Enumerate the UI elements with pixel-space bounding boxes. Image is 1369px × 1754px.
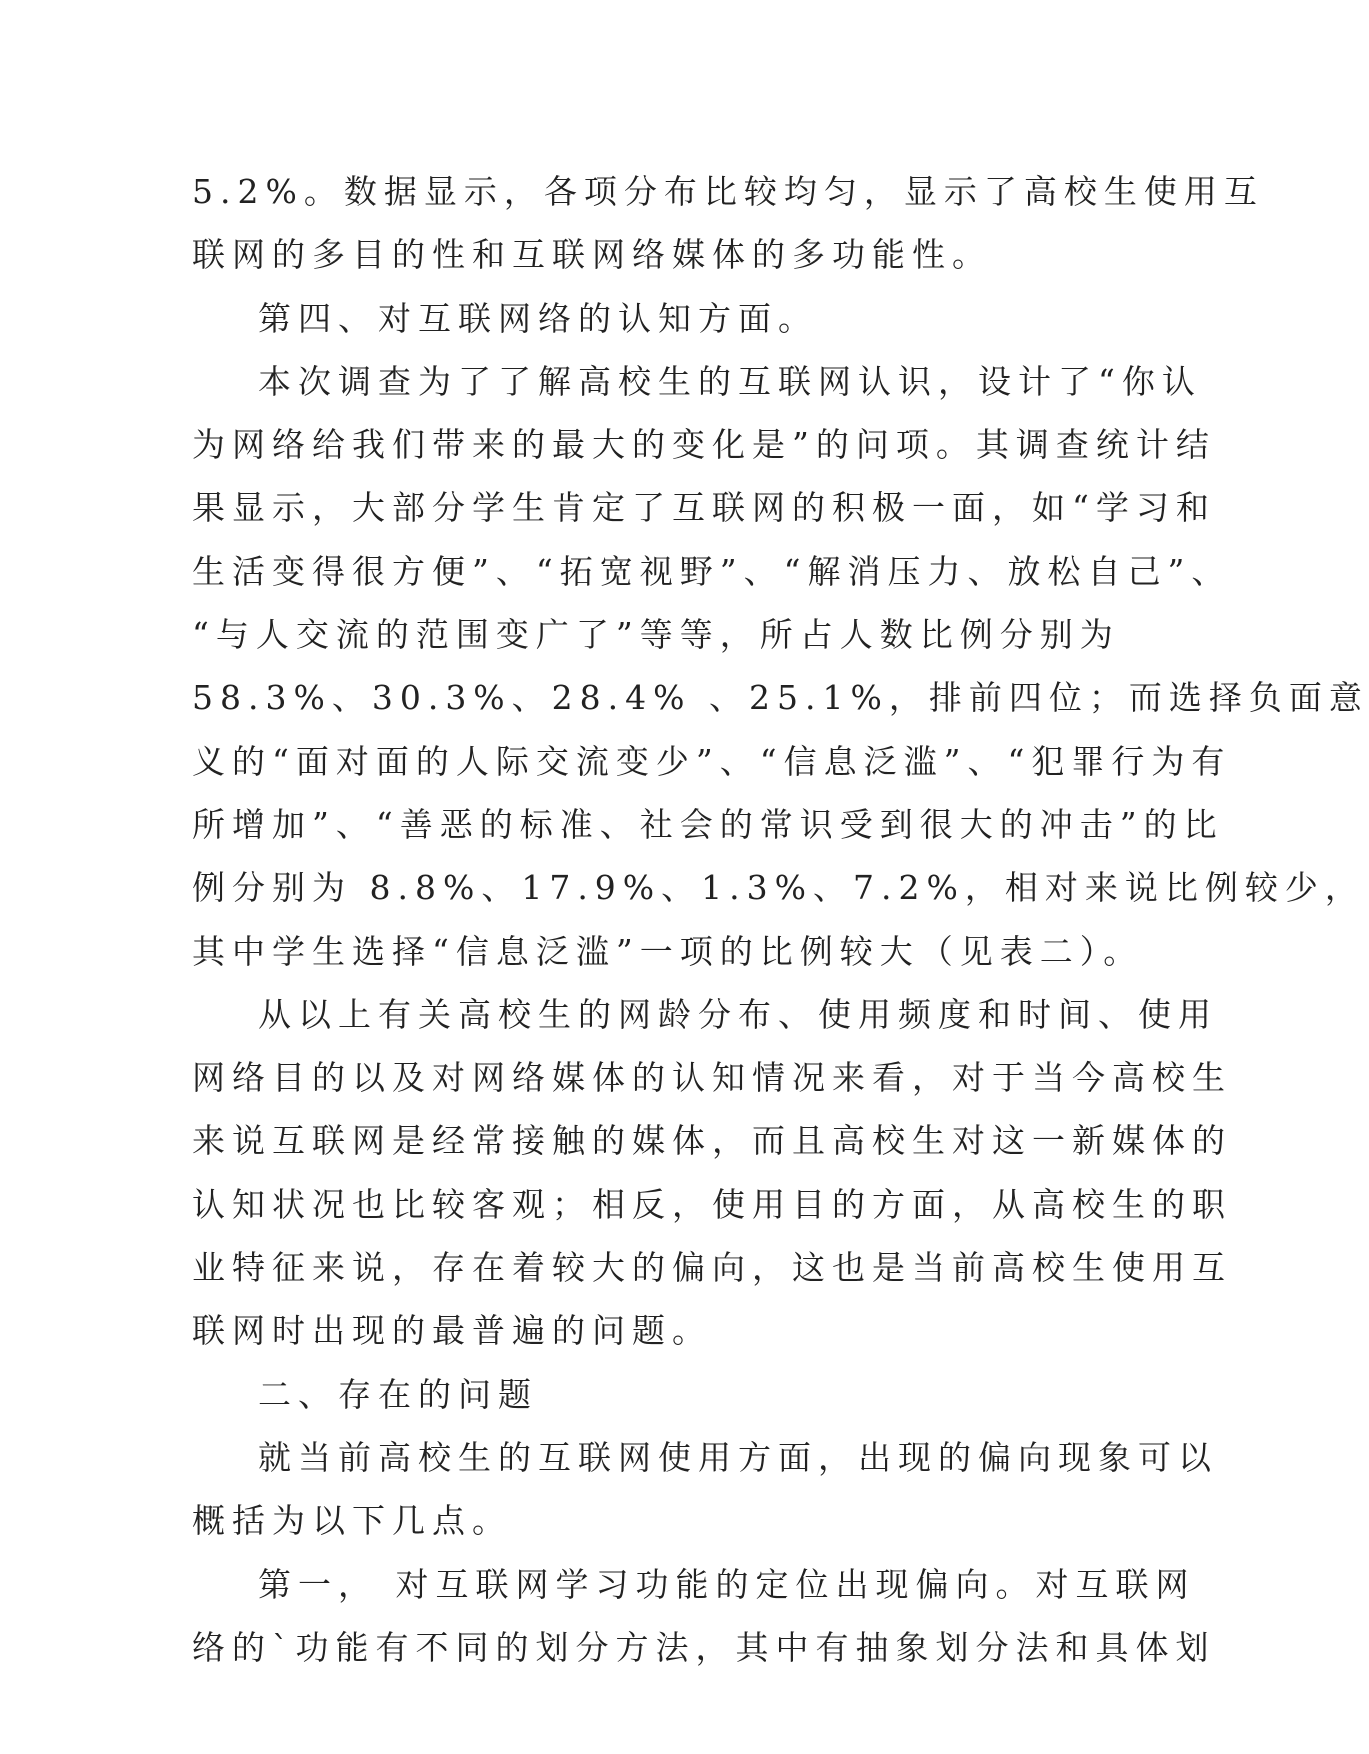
text-line: 本次调查为了了解高校生的互联网认识，设计了“你认: [258, 361, 1202, 401]
text-line: 联网时出现的最普遍的问题。: [192, 1311, 712, 1351]
section-heading: 第四、对互联网络的认知方面。: [258, 298, 818, 338]
text-line: 为网络给我们带来的最大的变化是”的问项。其调查统计结: [192, 425, 1216, 465]
text-line: “与人交流的范围变广了”等等，所占人数比例分别为: [192, 615, 1120, 655]
text-line: 其中学生选择“信息泛滥”一项的比例较大（见表二）。: [192, 931, 1144, 971]
text-line: 网络目的以及对网络媒体的认知情况来看，对于当今高校生: [192, 1058, 1232, 1098]
text-line: 联网的多目的性和互联网络媒体的多功能性。: [192, 235, 992, 275]
text-line: 第一， 对互联网学习功能的定位出现偏向。对互联网: [258, 1564, 1196, 1604]
text-line: 来说互联网是经常接触的媒体，而且高校生对这一新媒体的: [192, 1121, 1232, 1161]
text-line: 所增加”、“善恶的标准、社会的常识受到很大的冲击”的比: [192, 804, 1224, 844]
text-line: 生活变得很方便”、“拓宽视野”、“解消压力、放松自己”、: [192, 551, 1232, 591]
text-line: 5.2%。数据显示，各项分布比较均匀，显示了高校生使用互: [192, 172, 1264, 211]
text-line: 络的`功能有不同的划分方法，其中有抽象划分法和具体划: [192, 1627, 1216, 1667]
body-text: [192, 160, 1369, 1679]
text-line: 58.3%、30.3%、28.4% 、25.1%，排前四位；而选择负面意: [192, 678, 1369, 718]
text-line: 概括为以下几点。: [192, 1501, 512, 1541]
text-line: 就当前高校生的互联网使用方面，出现的偏向现象可以: [258, 1437, 1218, 1477]
text-line: 从以上有关高校生的网龄分布、使用频度和时间、使用: [258, 994, 1218, 1034]
text-line: 认知状况也比较客观；相反，使用目的方面，从高校生的职: [192, 1184, 1232, 1224]
text-line: 果显示，大部分学生肯定了互联网的积极一面，如“学习和: [192, 488, 1216, 528]
text-line: 义的“面对面的人际交流变少”、“信息泛滥”、“犯罪行为有: [192, 741, 1232, 781]
text-line: 业特征来说，存在着较大的偏向，这也是当前高校生使用互: [192, 1248, 1232, 1288]
text-line: 例分别为 8.8%、17.9%、1.3%、7.2%，相对来说比例较少，: [192, 868, 1365, 908]
section-heading: 二、存在的问题: [258, 1374, 538, 1414]
